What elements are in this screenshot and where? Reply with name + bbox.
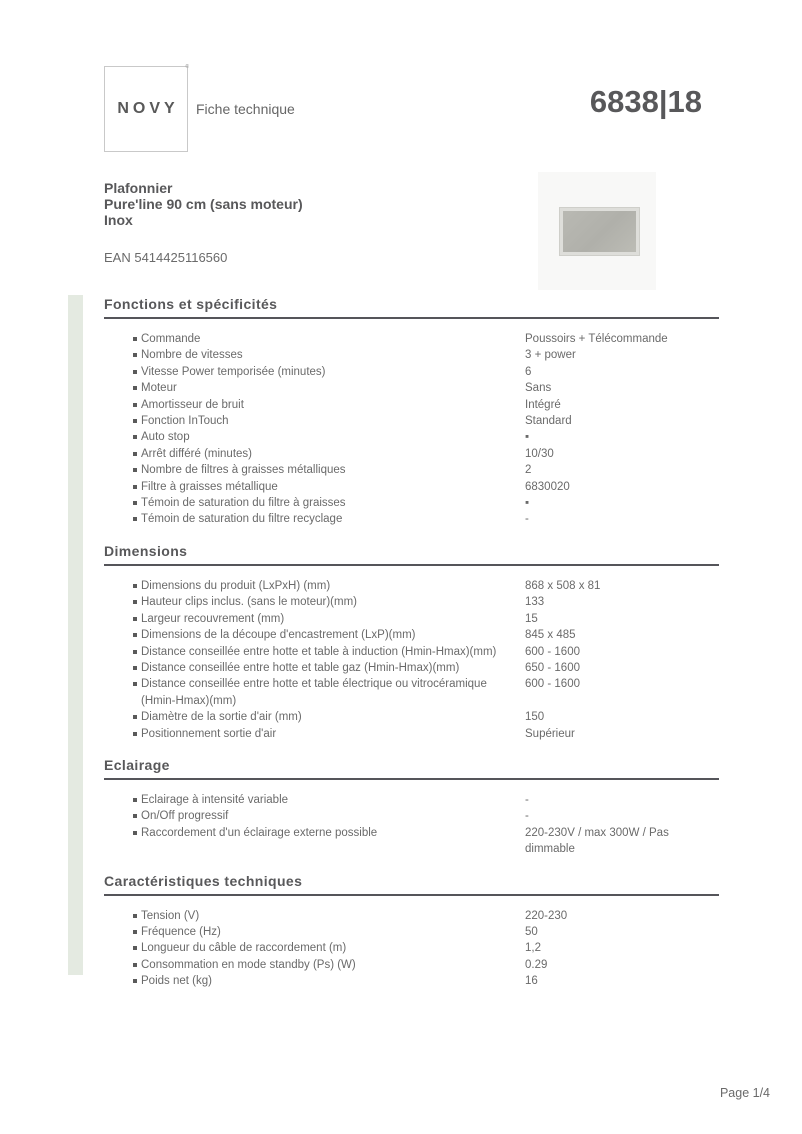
bullet-icon [133,337,137,341]
spec-label: Distance conseillée entre hotte et table électrique ou vitrocéramique (Hmin-Hmax)(mm) [141,678,487,707]
bullet-icon [133,435,137,439]
spec-section [104,543,719,742]
bullet-icon [133,403,137,407]
spec-value: 133 [525,596,545,609]
spec-value: 220-230V / max 300W / Pas dimmable [525,826,669,856]
spec-label: Raccordement d'un éclairage externe possible [141,826,378,839]
spec-value: 6 [525,365,532,378]
spec-row [104,331,719,347]
spec-value: ▪ [525,497,530,510]
spec-row [104,660,719,676]
spec-label: Vitesse Power temporisée (minutes) [141,365,326,378]
ceiling-hood-photo [559,207,640,256]
spec-value: 868 x 508 x 81 [525,579,601,592]
spec-value: 220-230 [525,909,568,922]
spec-label: Arrêt différé (minutes) [141,447,252,460]
spec-row [104,594,719,610]
spec-value: - [525,793,529,806]
novy-logo-text: NOVY [117,100,179,117]
spec-row [104,792,719,808]
spec-label: Hauteur clips inclus. (sans le moteur)(mm) [141,596,358,609]
spec-row [104,973,719,989]
spec-value: Standard [525,415,572,428]
spec-value: 2 [525,464,532,477]
product-photo [538,172,656,290]
spec-label: Dimensions de la découpe d'encastrement (LxP)(mm) [141,629,416,642]
bullet-icon [133,419,137,423]
spec-label: Nombre de filtres à graisses métalliques [141,464,346,477]
product-title-line-3: Inox [104,212,133,228]
accent-bar [68,295,83,975]
product-ean: EAN 5414425116560 [104,250,228,265]
spec-label: Fonction InTouch [141,415,229,428]
spec-row [104,380,719,396]
spec-row [104,726,719,742]
product-title [104,180,303,228]
spec-row [104,462,719,478]
bullet-icon [133,517,137,521]
spec-value: 50 [525,925,538,938]
bullet-icon [133,650,137,654]
spec-value: 6830020 [525,480,570,493]
section-rule [104,564,719,566]
section-title: Dimensions [104,542,188,559]
spec-value: 845 x 485 [525,629,576,642]
spec-value: Supérieur [525,727,575,740]
novy-logo [104,66,188,152]
spec-value: Poussoirs + Télécommande [525,333,668,345]
bullet-icon [133,370,137,374]
spec-value: 650 - 1600 [525,661,580,674]
bullet-icon [133,715,137,719]
spec-label: Largeur recouvrement (mm) [141,612,285,625]
spec-row [104,578,719,594]
spec-value: 600 - 1600 [525,678,580,691]
bullet-icon [133,946,137,950]
spec-value: Intégré [525,398,561,411]
bullet-icon [133,468,137,472]
spec-label: Témoin de saturation du filtre recyclage [141,513,343,526]
bullet-icon [133,386,137,390]
spec-value: 15 [525,612,538,625]
spec-row [104,446,719,462]
hood-panel [563,211,636,252]
spec-section [104,873,719,990]
spec-row [104,808,719,824]
section-title: Caractéristiques techniques [104,872,303,889]
spec-row [104,511,719,527]
spec-row [104,676,719,709]
spec-value: 10/30 [525,447,554,460]
spec-label: Amortisseur de bruit [141,398,244,411]
bullet-icon [133,617,137,621]
spec-label: Commande [141,333,201,345]
spec-row [104,957,719,973]
spec-label: On/Off progressif [141,810,229,823]
bullet-icon [133,979,137,983]
spec-row [104,413,719,429]
bullet-icon [133,831,137,835]
section-rule [104,778,719,780]
bullet-icon [133,814,137,818]
bullet-icon [133,501,137,505]
spec-label: Consommation en mode standby (Ps) (W) [141,958,356,971]
spec-row [104,924,719,940]
spec-row [104,364,719,380]
spec-row [104,940,719,956]
section-rule [104,317,719,319]
spec-value: 3 + power [525,349,576,362]
spec-section [104,296,719,528]
spec-row [104,644,719,660]
spec-row [104,709,719,725]
bullet-icon [133,682,137,686]
sections [104,296,719,1005]
spec-label: Tension (V) [141,909,200,922]
bullet-icon [133,798,137,802]
spec-label: Distance conseillée entre hotte et table à induction (Hmin-Hmax)(mm) [141,645,497,658]
spec-value: ▪ [525,431,530,444]
doc-type-label: Fiche technique [196,101,295,117]
registered-mark: ® [185,64,189,70]
spec-label: Eclairage à intensité variable [141,793,289,806]
spec-label: Moteur [141,382,177,395]
spec-value: 150 [525,711,545,724]
bullet-icon [133,963,137,967]
spec-row [104,429,719,445]
spec-label: Poids net (kg) [141,975,212,988]
section-title: Eclairage [104,756,170,773]
spec-label: Longueur du câble de raccordement (m) [141,942,347,955]
spec-value: 600 - 1600 [525,645,580,658]
spec-label: Diamètre de la sortie d'air (mm) [141,711,302,724]
bullet-icon [133,732,137,736]
bullet-icon [133,914,137,918]
spec-label: Dimensions du produit (LxPxH) (mm) [141,579,331,592]
spec-value: 1,2 [525,942,541,955]
bullet-icon [133,452,137,456]
spec-value: 16 [525,975,538,988]
bullet-icon [133,485,137,489]
spec-label: Témoin de saturation du filtre à graisses [141,497,346,510]
spec-value: 0.29 [525,958,548,971]
product-title-line-2: Pure'line 90 cm (sans moteur) [104,196,303,212]
page-number: Page 1/4 [719,1086,770,1100]
spec-row [104,479,719,495]
product-title-line-1: Plafonnier [104,180,173,196]
bullet-icon [133,666,137,670]
bullet-icon [133,633,137,637]
spec-label: Nombre de vitesses [141,349,243,362]
spec-row [104,611,719,627]
spec-label: Fréquence (Hz) [141,925,221,938]
spec-row [104,347,719,363]
section-rule [104,894,719,896]
spec-value: - [525,810,529,823]
spec-label: Positionnement sortie d'air [141,727,277,740]
bullet-icon [133,353,137,357]
spec-value: Sans [525,382,552,395]
bullet-icon [133,600,137,604]
spec-row [104,397,719,413]
spec-value: - [525,513,529,526]
section-title: Fonctions et spécificités [104,296,278,312]
spec-label: Distance conseillée entre hotte et table gaz (Hmin-Hmax)(mm) [141,661,460,674]
bullet-icon [133,584,137,588]
doc-number: 6838|18 [589,84,702,119]
spec-label: Auto stop [141,431,190,444]
spec-section [104,757,719,858]
spec-row [104,495,719,511]
spec-label: Filtre à graisses métallique [141,480,278,493]
spec-row [104,627,719,643]
bullet-icon [133,930,137,934]
spec-row [104,825,719,858]
spec-row [104,908,719,924]
